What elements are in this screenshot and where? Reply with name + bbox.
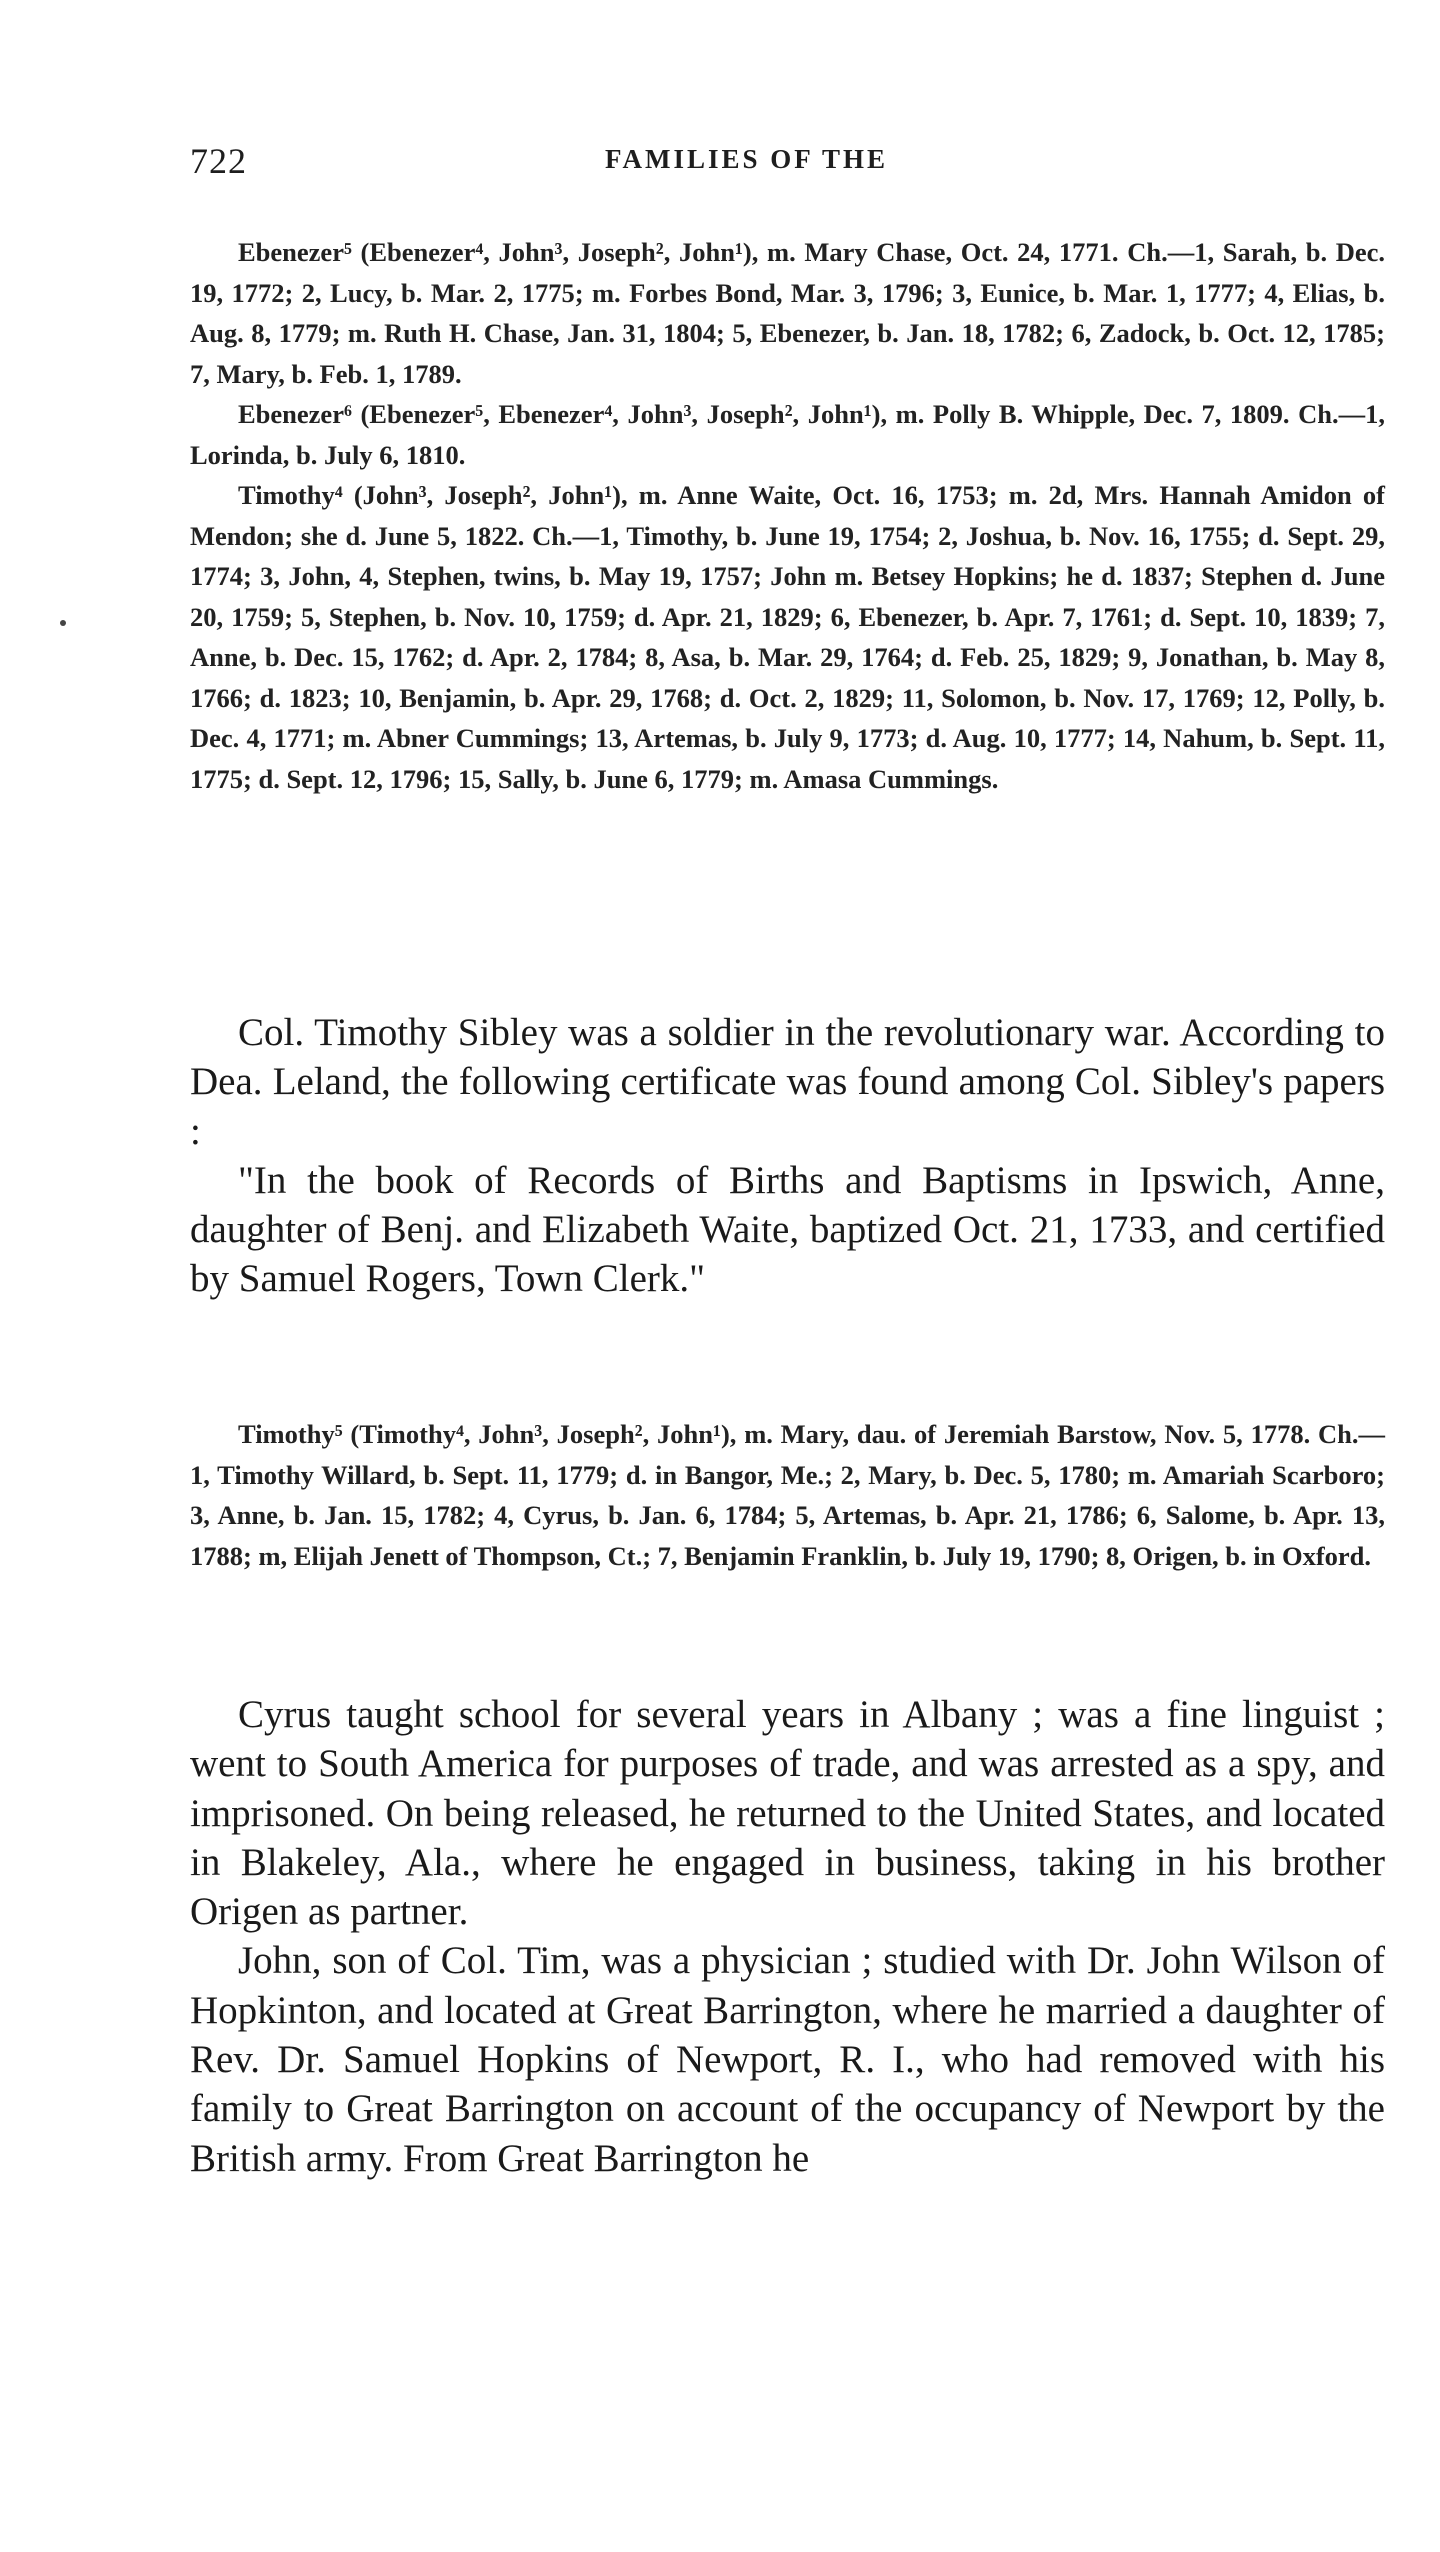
narrative-paragraph-cyrus: Cyrus taught school for several years in Albany ; was a fine linguist ; went to South America for purposes of trade, and was arrested as a spy, and imprisoned. On being released, he returned to the United States, and located in Blakeley, Ala., where he engaged in business, taking in his brother Origen as partner. bbox=[190, 1693, 1385, 1934]
page-header bbox=[190, 140, 1385, 190]
narrative-block-2 bbox=[190, 1690, 1385, 2183]
narrative-paragraph-col-timothy: Col. Timothy Sibley was a soldier in the revolutionary war. According to Dea. Leland, the following certificate was found among Col. Sibley's papers : bbox=[190, 1011, 1385, 1153]
narrative-paragraph-certificate: "In the book of Records of Births and Baptisms in Ipswich, Anne, daughter of Benj. and Elizabeth Waite, baptized Oct. 21, 1733, and certified by Samuel Rogers, Town Clerk." bbox=[190, 1158, 1385, 1301]
genealogy-block-1 bbox=[190, 232, 1385, 799]
genealogy-entry-timothy-4: Timothy⁴ (John³, Joseph², John¹), m. Anne Waite, Oct. 16, 1753; m. 2d, Mrs. Hannah Amidon of Mendon; she d. June 5, 1822. Ch.—1, Timothy, b. June 19, 1754; 2, Joshua, b. Nov. 16, 1755; d. Sept. 29, 1774; 3, John, 4, Stephen, twins, b. May 19, 1757; John m. Betsey Hopkins; he d. 1837; Stephen d. June 20, 1759; 5, Stephen, b. Nov. 10, 1759; d. Apr. 21, 1829; 6, Ebenezer, b. Apr. 7, 1761; d. Sept. 10, 1839; 7, Anne, b. Dec. 15, 1762; d. Apr. 2, 1784; 8, Asa, b. Mar. 29, 1764; d. Feb. 25, 1829; 9, Jonathan, b. May 8, 1766; d. 1823; 10, Benjamin, b. Apr. 29, 1768; d. Oct. 2, 1829; 11, Solomon, b. Nov. 17, 1769; 12, Polly, b. Dec. 4, 1771; m. Abner Cummings; 13, Artemas, b. July 9, 1773; d. Aug. 10, 1777; 14, Nahum, b. Sept. 11, 1775; d. Sept. 12, 1796; 15, Sally, b. June 6, 1779; m. Amasa Cummings. bbox=[190, 480, 1385, 794]
narrative-paragraph-john: John, son of Col. Tim, was a physician ; studied with Dr. John Wilson of Hopkinton, and located at Great Barrington, where he married a daughter of Rev. Dr. Samuel Hopkins of Newport, R. I., who had removed with his family to Great Barrington on account of the occupancy of Newport by the British army. From Great Barrington he bbox=[190, 1939, 1385, 2180]
stray-ink-mark bbox=[60, 620, 66, 626]
running-title: FAMILIES OF THE bbox=[605, 144, 889, 174]
narrative-block-1 bbox=[190, 1008, 1385, 1304]
genealogy-entry-timothy-5: Timothy⁵ (Timothy⁴, John³, Joseph², John¹), m. Mary, dau. of Jeremiah Barstow, Nov. 5, 1778. Ch.—1, Timothy Willard, b. Sept. 11, 1779; d. in Bangor, Me.; 2, Mary, b. Dec. 5, 1780; m. Amariah Scarboro; 3, Anne, b. Jan. 15, 1782; 4, Cyrus, b. Jan. 6, 1784; 5, Artemas, b. Apr. 21, 1786; 6, Salome, b. Apr. 13, 1788; m, Elijah Jenett of Thompson, Ct.; 7, Benjamin Franklin, b. July 19, 1790; 8, Origen, b. in Oxford. bbox=[190, 1419, 1385, 1571]
genealogy-block-2 bbox=[190, 1414, 1385, 1576]
genealogy-entry-ebenezer-5: Ebenezer⁵ (Ebenezer⁴, John³, Joseph², John¹), m. Mary Chase, Oct. 24, 1771. Ch.—1, Sarah, b. Dec. 19, 1772; 2, Lucy, b. Mar. 2, 1775; m. Forbes Bond, Mar. 3, 1796; 3, Eunice, b. Mar. 1, 1777; 4, Elias, b. Aug. 8, 1779; m. Ruth H. Chase, Jan. 31, 1804; 5, Ebenezer, b. Jan. 18, 1782; 6, Zadock, b. Oct. 12, 1785; 7, Mary, b. Feb. 1, 1789. bbox=[190, 237, 1385, 389]
page-number: 722 bbox=[190, 141, 247, 181]
genealogy-entry-ebenezer-6: Ebenezer⁶ (Ebenezer⁵, Ebenezer⁴, John³, Joseph², John¹), m. Polly B. Whipple, Dec. 7, 1809. Ch.—1, Lorinda, b. July 6, 1810. bbox=[190, 399, 1385, 470]
